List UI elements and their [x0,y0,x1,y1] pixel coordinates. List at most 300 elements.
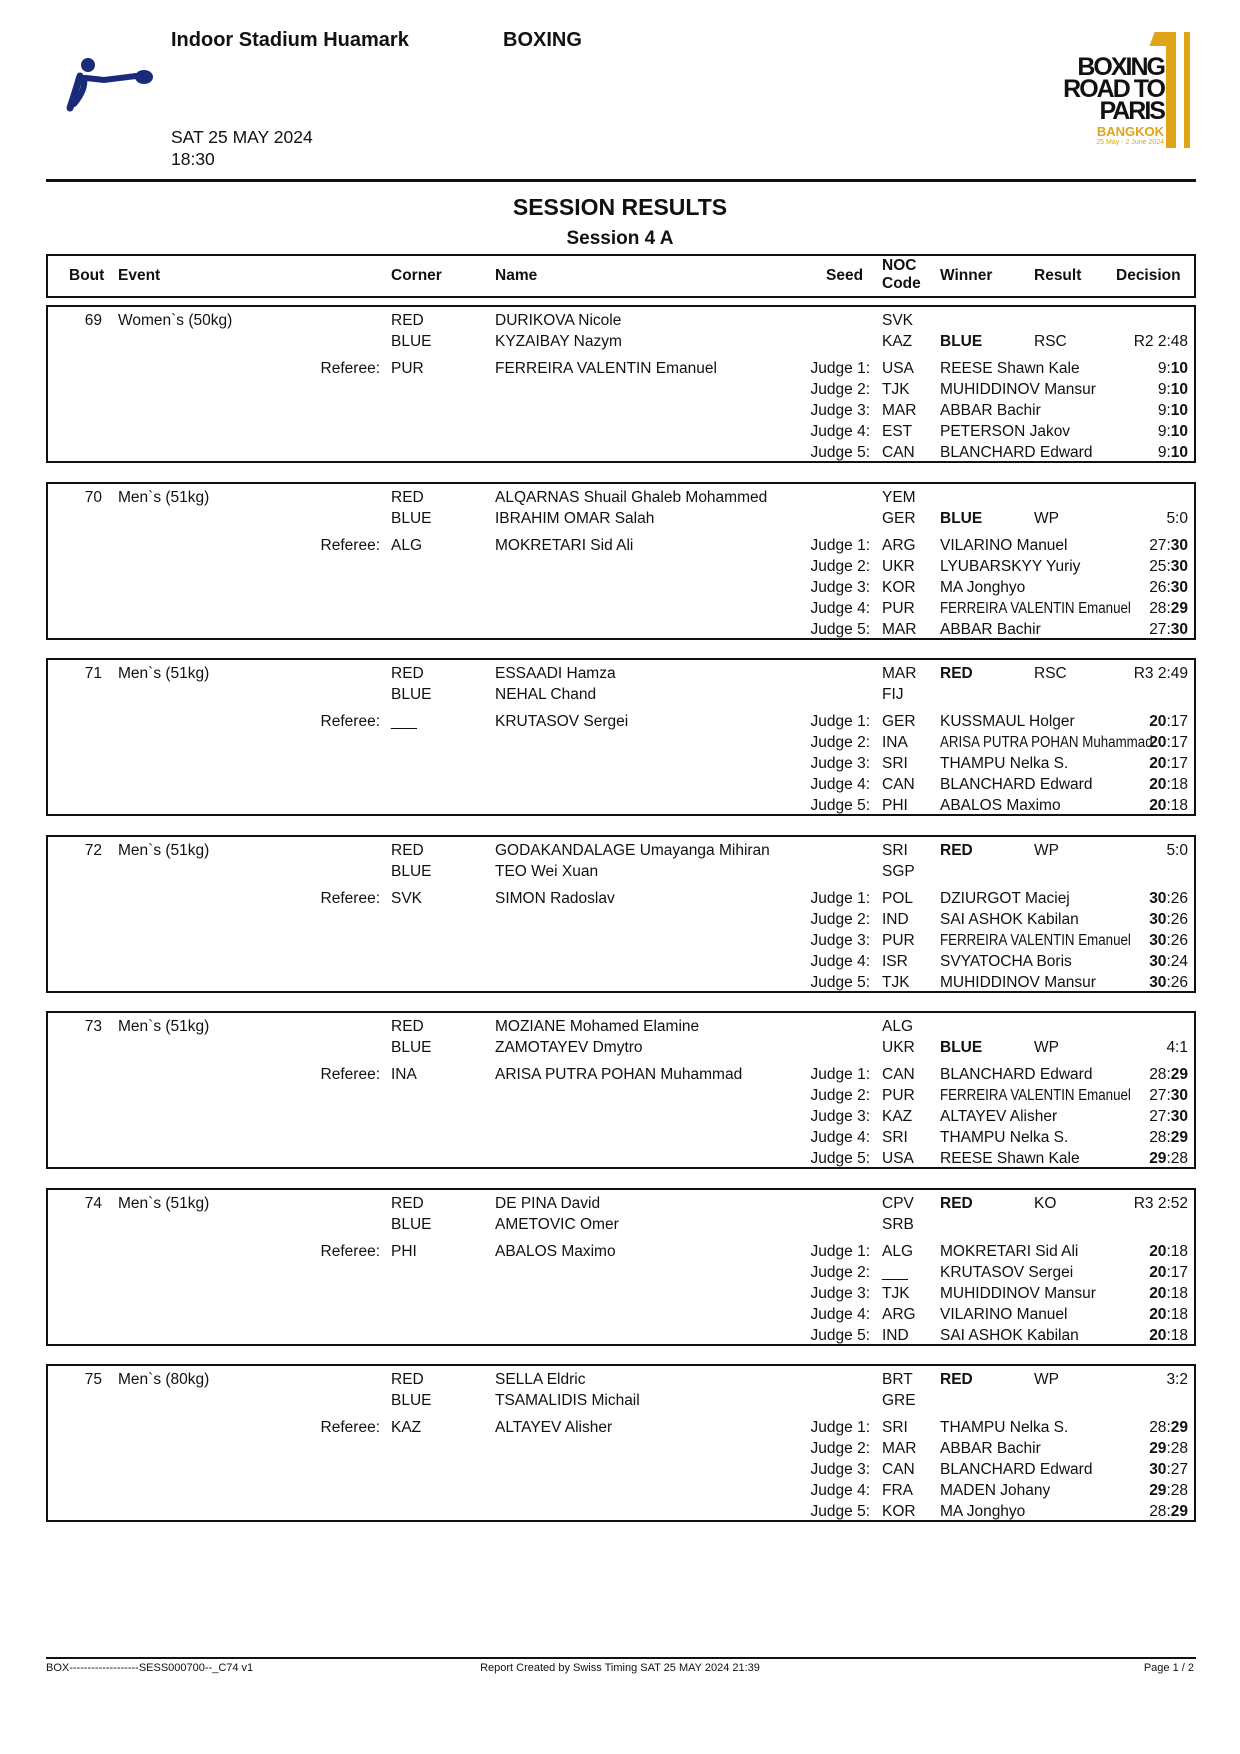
judge-name [940,712,1075,732]
judge-score-red: 27 [1149,536,1167,554]
bout-event: Men`s (51kg) [118,1194,210,1212]
judge-score [1108,1418,1188,1438]
judge-score-separator: : [1166,1482,1171,1499]
bout-block [46,658,1196,816]
judge-score-blue: 18 [1170,1242,1188,1260]
result: WP [1034,841,1059,859]
judge-label: Judge 3: [810,578,870,596]
col-result: Result [1034,267,1082,284]
judge-score-separator: : [1166,797,1171,814]
judge-score-separator: : [1166,973,1171,991]
judge-score-blue: 26 [1170,931,1188,949]
judge-noc: ___ [882,1263,908,1281]
judge-score [1108,1326,1188,1346]
judge-noc: GER [882,713,916,730]
bout-number: 75 [84,1371,102,1388]
bout-event: Men`s (51kg) [118,1018,210,1035]
judge-score-red: 30 [1149,889,1167,907]
judge-name-text: THAMPU Nelka S. [940,1129,1069,1146]
judge-name-text: MADEN Johany [940,1482,1051,1499]
judge-name [940,536,1068,556]
sport-name: BOXING [503,29,582,51]
judge-score [1108,1086,1188,1106]
judge-score-separator: : [1166,1461,1171,1478]
judge-score-red: 28 [1149,1503,1167,1520]
bout-number: 73 [84,1018,102,1035]
referee-name: SIMON Radoslav [495,889,615,907]
judge-score [1108,620,1188,640]
judge-name [940,796,1061,816]
judge-score-blue: 30 [1170,578,1188,596]
bout-block [46,305,1196,463]
judge-label: Judge 3: [810,1461,870,1478]
judge-name-text: THAMPU Nelka S. [940,1419,1069,1436]
bout-block [46,1364,1196,1522]
judge-score [1108,1502,1188,1522]
corner-red: RED [391,488,424,506]
judge-noc: MAR [882,402,917,419]
judge-name [940,620,1041,640]
judge-name-text: KUSSMAUL Holger [940,713,1075,730]
judge-score-separator: : [1166,776,1171,793]
winner: RED [940,665,973,682]
judge-noc: KAZ [882,1108,913,1125]
col-noc-code [882,257,921,293]
judge-name [940,1284,1096,1304]
col-event: Event [118,267,161,284]
judge-score-red: 27 [1149,1108,1167,1125]
judge-name-text: VILARINO Manuel [940,1305,1068,1323]
judge-score-separator: : [1166,599,1171,617]
judge-score-red: 9 [1157,423,1167,440]
judge-score-separator: : [1166,1129,1171,1146]
judge-score-red: 27 [1149,620,1167,638]
judge-score [1108,443,1188,463]
judge-name [940,1107,1057,1127]
winner: BLUE [940,1039,983,1056]
judge-score-separator: : [1166,755,1171,772]
judge-score [1108,380,1188,400]
judge-name [940,1065,1092,1085]
judge-label: Judge 1: [810,889,870,907]
judge-noc: IND [882,910,909,928]
referee-name: ABALOS Maximo [495,1242,616,1260]
judge-score-separator: : [1166,578,1171,596]
judge-score-blue: 26 [1170,889,1188,907]
judge-noc: PUR [882,931,915,949]
judge-score-blue: 18 [1170,1284,1188,1302]
decision: R3 2:52 [1133,1194,1188,1212]
judge-label: Judge 2: [810,381,870,398]
blue-boxer-noc: GER [882,509,916,527]
judge-score-blue: 17 [1170,734,1188,751]
judge-score-red: 28 [1149,599,1167,617]
referee-name: FERREIRA VALENTIN Emanuel [495,360,717,377]
blue-boxer-noc: SGP [882,862,915,880]
corner-blue: BLUE [391,1215,432,1233]
judge-name-text: KRUTASOV Sergei [940,1263,1074,1281]
judge-label: Judge 1: [810,713,870,730]
judge-score-red: 9 [1157,360,1167,377]
judge-noc: EST [882,423,913,440]
col-seed: Seed [826,267,864,284]
judge-name [940,401,1041,421]
judge-score-separator: : [1166,1440,1171,1457]
blue-boxer-name: TSAMALIDIS Michail [495,1392,640,1409]
judge-score [1108,1439,1188,1459]
judge-name [940,1263,1073,1283]
judge-name-text: SAI ASHOK Kabilan [940,910,1079,928]
judge-name-text: ABBAR Bachir [940,1440,1041,1457]
boxing-pictogram-icon [64,56,156,114]
blue-boxer-noc: UKR [882,1039,915,1056]
judge-score-separator: : [1166,402,1171,419]
judge-score-blue: 28 [1170,1440,1188,1457]
judge-score-blue: 29 [1170,599,1188,617]
judge-score-red: 30 [1149,1461,1167,1478]
judge-label: Judge 4: [810,423,870,440]
winner: RED [940,1194,973,1212]
judge-score [1108,1242,1188,1262]
judge-noc: PUR [882,1087,915,1104]
judge-score-separator: : [1166,423,1171,440]
judge-name [940,910,1079,930]
judge-score-red: 20 [1149,797,1167,814]
judge-name-text: BLANCHARD Edward [940,1066,1093,1083]
judge-label: Judge 5: [810,973,870,991]
blue-boxer-name: NEHAL Chand [495,686,597,703]
bout-event: Men`s (51kg) [118,488,210,506]
bout-block [46,835,1196,993]
judge-score-blue: 10 [1170,444,1188,461]
judge-score-separator: : [1166,557,1171,575]
judge-score-blue: 30 [1170,620,1188,638]
judge-score-blue: 29 [1170,1129,1188,1146]
judge-noc: CAN [882,776,915,793]
judge-name-text: ARISA PUTRA POHAN Muhammad [940,734,1153,751]
judge-score-blue: 10 [1170,402,1188,419]
judge-label: Judge 4: [810,952,870,970]
judge-name [940,1149,1080,1169]
judge-score-blue: 30 [1170,1108,1188,1125]
judge-name-text: DZIURGOT Maciej [940,889,1070,907]
header-rule [46,179,1196,182]
judge-score-separator: : [1166,1242,1171,1260]
judge-score-separator: : [1166,536,1171,554]
judge-name-text: BLANCHARD Edward [940,776,1093,793]
judge-name [940,1460,1092,1480]
footer-report-code: BOX-------------------SESS000700--_C74 v1 [46,1662,254,1674]
judge-score [1108,1481,1188,1501]
judge-score-red: 30 [1149,931,1167,949]
logo-line-bangkok: BANGKOK [1096,124,1164,139]
judge-name [940,1305,1068,1325]
red-boxer-name: DE PINA David [495,1194,601,1212]
bout-event: Men`s (80kg) [118,1371,210,1388]
judge-noc: INA [882,734,908,751]
bout-number: 74 [84,1194,102,1212]
corner-red: RED [391,841,424,859]
judge-name-text: FERREIRA VALENTIN Emanuel [940,931,1131,949]
judge-name-text: PETERSON Jakov [940,423,1071,440]
red-boxer-name: MOZIANE Mohamed Elamine [495,1018,700,1035]
red-boxer-noc: MAR [882,665,917,682]
judge-noc: CAN [882,1066,915,1083]
judge-score [1108,952,1188,972]
judge-name [940,1242,1078,1262]
judge-score [1108,1460,1188,1480]
judge-score [1108,1263,1188,1283]
session-date: SAT 25 MAY 2024 [171,127,313,147]
judge-score [1108,599,1188,619]
referee-name: MOKRETARI Sid Ali [495,536,634,554]
judge-score-red: 30 [1149,952,1167,970]
judge-noc: TJK [882,1284,910,1302]
judge-label: Judge 3: [810,1108,870,1125]
corner-blue: BLUE [391,333,432,350]
judge-score-separator: : [1166,1150,1171,1167]
judge-score-separator: : [1166,1108,1171,1125]
judge-label: Judge 2: [810,1263,870,1281]
venue-name: Indoor Stadium Huamark [171,29,409,51]
judge-score [1108,557,1188,577]
judge-score-blue: 18 [1170,776,1188,793]
bout-block [46,482,1196,640]
judge-label: Judge 2: [810,910,870,928]
judge-label: Judge 5: [810,1150,870,1167]
judge-name-text: SAI ASHOK Kabilan [940,1326,1079,1344]
red-boxer-noc: ALG [882,1018,914,1035]
judge-noc: KOR [882,578,916,596]
judge-label: Judge 1: [810,536,870,554]
blue-boxer-noc: GRE [882,1392,916,1409]
decision: 5:0 [1166,841,1188,859]
judge-name-text: MUHIDDINOV Mansur [940,1284,1096,1302]
judge-label: Judge 1: [810,1242,870,1260]
referee-noc: PUR [391,360,424,377]
judge-label: Judge 2: [810,1087,870,1104]
red-boxer-noc: BRT [882,1371,913,1388]
col-name: Name [495,267,538,284]
judge-score-red: 26 [1149,578,1167,596]
judge-score [1108,754,1188,774]
judge-name-text: ABBAR Bachir [940,402,1041,419]
judge-score-blue: 29 [1170,1503,1188,1520]
footer-created: Report Created by Swiss Timing SAT 25 MAY 2024 21:39 [480,1662,760,1674]
judge-name [940,359,1080,379]
judge-score-blue: 10 [1170,381,1188,398]
judge-name [940,952,1072,972]
judge-score-separator: : [1166,1066,1171,1083]
judge-score-red: 20 [1149,1305,1167,1323]
judge-label: Judge 4: [810,1305,870,1323]
judge-score-red: 28 [1149,1419,1167,1436]
corner-blue: BLUE [391,686,432,703]
judge-score [1108,775,1188,795]
bout-event: Men`s (51kg) [118,841,210,859]
judge-score-blue: 10 [1170,360,1188,377]
referee-label: Referee: [320,536,380,554]
col-bout: Bout [69,267,105,284]
judge-score-blue: 17 [1170,713,1188,730]
judge-label: Judge 2: [810,1440,870,1457]
judge-score-separator: : [1166,360,1171,377]
corner-blue: BLUE [391,1392,432,1409]
judge-name-text: VILARINO Manuel [940,536,1068,554]
judge-score-blue: 10 [1170,423,1188,440]
decision: 5:0 [1166,509,1188,527]
judge-name-text: MUHIDDINOV Mansur [940,381,1096,398]
judge-score-red: 29 [1149,1150,1167,1167]
referee-name: KRUTASOV Sergei [495,713,629,730]
decision: 3:2 [1166,1371,1188,1388]
judge-name [940,889,1070,909]
judge-noc: UKR [882,557,915,575]
bout-event: Women`s (50kg) [118,312,233,329]
referee-noc: SVK [391,889,423,907]
judge-noc: USA [882,1150,914,1167]
judge-score-separator: : [1166,713,1171,730]
judge-score-red: 20 [1149,1242,1167,1260]
judge-score-separator: : [1166,1326,1171,1344]
judge-score-blue: 18 [1170,1305,1188,1323]
bout-number: 71 [84,665,102,682]
footer-page-number: Page 1 / 2 [1143,1662,1194,1674]
judge-name-text: REESE Shawn Kale [940,360,1080,377]
judge-label: Judge 3: [810,402,870,419]
footer-rule [46,1657,1196,1659]
decision: R2 2:48 [1133,333,1188,350]
corner-blue: BLUE [391,509,432,527]
referee-noc: ALG [391,536,423,554]
judge-score [1108,910,1188,930]
judge-noc: IND [882,1326,909,1344]
judge-noc: PUR [882,599,915,617]
judge-noc: MAR [882,1440,917,1457]
judge-score [1108,973,1188,993]
judge-score-blue: 30 [1170,557,1188,575]
judge-noc: CAN [882,1461,915,1478]
judge-score-separator: : [1166,1284,1171,1302]
judge-score-blue: 26 [1170,910,1188,928]
judge-label: Judge 1: [810,1419,870,1436]
judge-label: Judge 2: [810,557,870,575]
judge-score-blue: 28 [1170,1482,1188,1499]
judge-name-text: FERREIRA VALENTIN Emanuel [940,1087,1131,1104]
blue-boxer-noc: SRB [882,1215,914,1233]
judge-score-separator: : [1166,620,1171,638]
judge-name-text: FERREIRA VALENTIN Emanuel [940,599,1131,617]
logo-line-dates: 25 May - 2 June 2024 [1096,139,1164,146]
judge-name [940,1502,1025,1522]
judge-score-red: 28 [1149,1066,1167,1083]
judge-name [940,443,1092,463]
corner-blue: BLUE [391,1039,432,1056]
judge-name [940,557,1080,577]
judge-score-blue: 28 [1170,1150,1188,1167]
corner-red: RED [391,1018,424,1035]
judge-name-text: MOKRETARI Sid Ali [940,1242,1079,1260]
decision: R3 2:49 [1133,665,1188,682]
result: WP [1034,1371,1059,1388]
referee-label: Referee: [320,889,380,907]
judge-score-red: 20 [1149,1284,1167,1302]
judge-name-text: ALTAYEV Alisher [940,1108,1058,1125]
judge-name [940,1439,1041,1459]
bout-block [46,1188,1196,1346]
judge-name-text: REESE Shawn Kale [940,1150,1080,1167]
winner: RED [940,1371,973,1388]
judge-score-red: 9 [1157,402,1167,419]
winner: BLUE [940,509,983,527]
red-boxer-name: DURIKOVA Nicole [495,312,622,329]
referee-name: ARISA PUTRA POHAN Muhammad [495,1066,743,1083]
judge-noc: PHI [882,797,908,814]
red-boxer-noc: YEM [882,488,916,506]
judge-name-text: THAMPU Nelka S. [940,755,1069,772]
judge-noc: SRI [882,1129,908,1146]
judge-score-separator: : [1166,1305,1171,1323]
judge-score-separator: : [1166,1087,1171,1104]
referee-noc: KAZ [391,1419,422,1436]
decision: 4:1 [1166,1039,1188,1056]
result: RSC [1034,333,1067,350]
judge-score [1108,796,1188,816]
judge-noc: TJK [882,973,910,991]
judge-noc: TJK [882,381,910,398]
referee-label: Referee: [320,1066,380,1083]
red-boxer-name: ESSAADI Hamza [495,665,616,682]
judge-score [1108,1149,1188,1169]
boxing-road-to-paris-logo [1044,32,1196,154]
judge-score-red: 29 [1149,1482,1167,1499]
judge-score-red: 20 [1149,1326,1167,1344]
referee-label: Referee: [320,1419,380,1436]
blue-boxer-name: AMETOVIC Omer [495,1215,619,1233]
judge-noc: ISR [882,952,908,970]
judge-name [940,1128,1068,1148]
judge-score-blue: 30 [1170,536,1188,554]
judge-name-text: MA Jonghyo [940,1503,1026,1520]
judge-score [1108,536,1188,556]
judge-name-text: MA Jonghyo [940,578,1026,596]
judge-score [1108,889,1188,909]
judge-score-blue: 30 [1170,1087,1188,1104]
judge-score-red: 20 [1149,713,1167,730]
result: WP [1034,509,1059,527]
logo-line-road-to: ROAD TO [1063,75,1164,103]
judge-label: Judge 1: [810,1066,870,1083]
judge-name [940,754,1068,774]
blue-boxer-noc: FIJ [882,686,904,703]
referee-label: Referee: [320,713,380,730]
judge-score-blue: 27 [1170,1461,1188,1478]
judge-noc: USA [882,360,914,377]
corner-red: RED [391,312,424,329]
judge-name [940,1326,1079,1346]
judge-label: Judge 5: [810,1326,870,1344]
judge-label: Judge 3: [810,755,870,772]
red-boxer-noc: CPV [882,1194,914,1212]
judge-score [1108,1107,1188,1127]
judge-score-blue: 18 [1170,1326,1188,1344]
judge-score-separator: : [1166,952,1171,970]
judge-score-red: 29 [1149,1440,1167,1457]
judge-score-red: 28 [1149,1129,1167,1146]
judge-score-separator: : [1166,889,1171,907]
judge-score [1108,422,1188,442]
judge-score-separator: : [1166,1503,1171,1520]
